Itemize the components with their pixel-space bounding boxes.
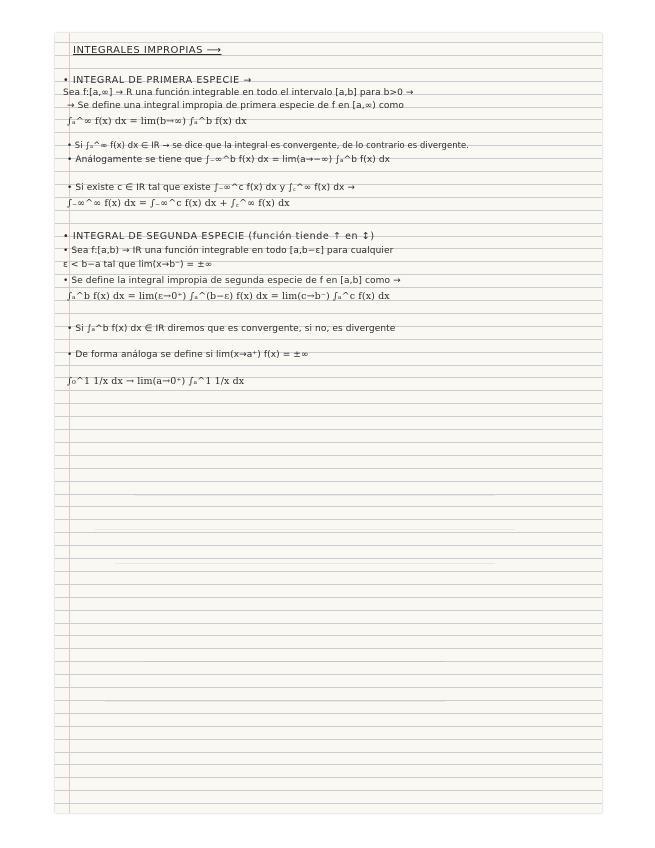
formula-4: ∫₀^1 1/x dx → lim(a→0⁺) ∫ₐ^1 1/x dx [67, 376, 245, 387]
second-kind-heading: • INTEGRAL DE SEGUNDA ESPECIE (función tiende ↑ en ↕) [63, 231, 375, 242]
notebook-page [55, 33, 602, 813]
ruled-line [55, 223, 602, 224]
ruled-line [55, 42, 602, 43]
ruled-line [55, 635, 602, 636]
ruled-line [55, 713, 602, 714]
note-line-9: • Si ∫ₐ^b f(x) dx ∈ IR diremos que es convergente, si no, es divergente [67, 324, 396, 334]
formula-3: ∫ₐ^b f(x) dx = lim(ε→0⁺) ∫ₐ^(b−ε) f(x) dx = lim(c→b⁻) ∫ₐ^c f(x) dx [67, 291, 390, 302]
ruled-line [55, 648, 602, 649]
note-line-4: • Análogamente se tiene que ∫₋∞^b f(x) dx = lim(a→−∞) ∫ₐ^b f(x) dx [67, 155, 391, 165]
ruled-line [55, 365, 602, 366]
show-through-mark [105, 701, 445, 702]
ruled-line [55, 210, 602, 211]
margin-line [69, 33, 70, 813]
formula-2: ∫₋∞^∞ f(x) dx = ∫₋∞^c f(x) dx + ∫꜀^∞ f(x) dx [67, 198, 290, 209]
show-through-mark [145, 661, 445, 662]
ruled-line [55, 545, 602, 546]
ruled-line [55, 171, 602, 172]
ruled-line [55, 674, 602, 675]
ruled-lines [55, 33, 602, 813]
ruled-line [55, 481, 602, 482]
ruled-line [55, 726, 602, 727]
page-title: INTEGRALES IMPROPIAS ⟶ [73, 45, 222, 56]
ruled-line [55, 623, 602, 624]
ruled-line [55, 390, 602, 391]
ruled-line [55, 752, 602, 753]
ruled-line [55, 687, 602, 688]
ruled-line [55, 532, 602, 533]
ruled-line [55, 764, 602, 765]
note-line-7: ε < b−a tal que lim(x→b⁻) = ±∞ [63, 260, 213, 270]
show-through-mark [135, 495, 495, 496]
ruled-line [55, 519, 602, 520]
ruled-line [55, 506, 602, 507]
show-through-mark [95, 529, 515, 530]
ruled-line [55, 287, 602, 288]
ruled-line [55, 739, 602, 740]
ruled-line [55, 597, 602, 598]
ruled-line [55, 313, 602, 314]
ruled-line [55, 455, 602, 456]
ruled-line [55, 132, 602, 133]
note-line-3: • Si ∫ₐ^∞ f(x) dx ∈ IR → se dice que la integral es convergente, de lo contrario es divergente. [67, 140, 470, 150]
first-kind-heading: • INTEGRAL DE PRIMERA ESPECIE → [63, 75, 252, 86]
note-line-1: Sea f:[a,∞] → R una función integrable en todo el intervalo [a,b] para b>0 → [63, 88, 414, 98]
ruled-line [55, 571, 602, 572]
ruled-line [55, 416, 602, 417]
ruled-line [55, 790, 602, 791]
ruled-line [55, 777, 602, 778]
ruled-line [55, 584, 602, 585]
ruled-line [55, 803, 602, 804]
note-line-8: • Se define la integral impropia de segunda especie de f en [a,b] como → [63, 276, 401, 286]
show-through-mark [115, 563, 495, 564]
formula-1: ∫ₐ^∞ f(x) dx = lim(b→∞) ∫ₐ^b f(x) dx [67, 116, 247, 127]
note-line-10: • De forma análoga se define si lim(x→a⁺) f(x) = ±∞ [67, 350, 309, 360]
note-line-6: • Sea f:[a,b) → IR una función integrable en todo [a,b−ε] para cualquier [63, 246, 394, 256]
note-line-5: • Si existe c ∈ IR tal que existe ∫₋∞^c f(x) dx y ∫꜀^∞ f(x) dx → [67, 183, 356, 193]
note-line-2: → Se define una integral impropia de primera especie de f en [a,∞) como [67, 101, 405, 111]
ruled-line [55, 403, 602, 404]
ruled-line [55, 339, 602, 340]
ruled-line [55, 68, 602, 69]
ruled-line [55, 429, 602, 430]
ruled-line [55, 558, 602, 559]
ruled-line [55, 468, 602, 469]
ruled-line [55, 442, 602, 443]
ruled-line [55, 610, 602, 611]
